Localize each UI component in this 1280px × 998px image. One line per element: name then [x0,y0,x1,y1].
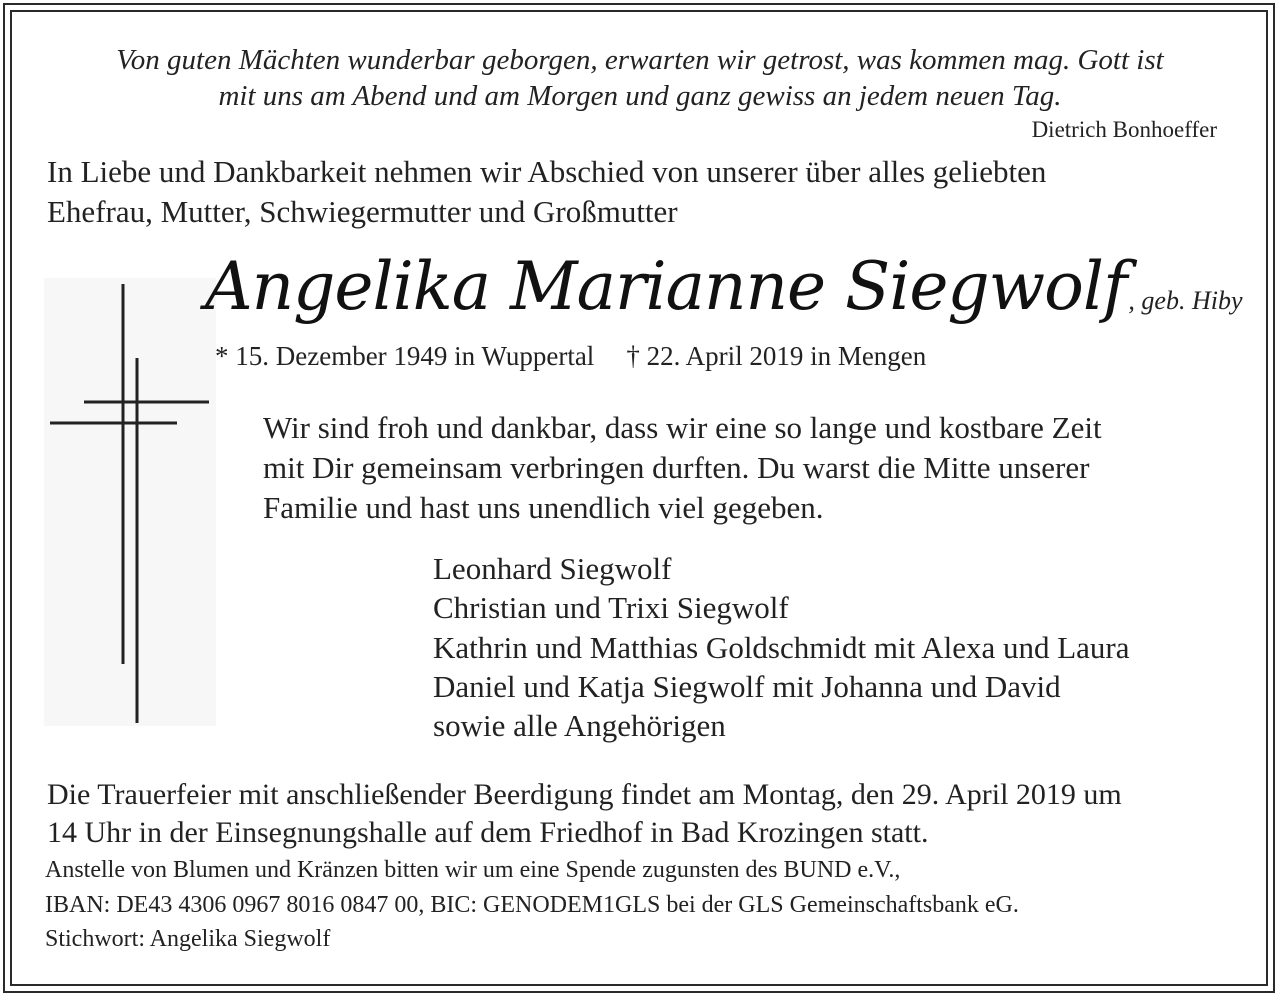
family-member: Christian und Trixi Siegwolf [433,590,789,625]
family-member: Leonhard Siegwolf [433,551,672,586]
message-line-1: Wir sind froh und dankbar, dass wir eine so lange und kostbare Zeit [263,410,1102,445]
donation-line-1: Anstelle von Blumen und Kränzen bitten wir um eine Spende zugunsten des BUND e.V., [45,857,901,883]
death-date: † 22. April 2019 in Mengen [626,341,927,371]
maiden-name: , geb. Hiby [1128,286,1243,315]
funeral-line-2: 14 Uhr in der Einsegnungshalle auf dem Friedhof in Bad Krozingen statt. [47,816,929,849]
intro-line-1: In Liebe und Dankbarkeit nehmen wir Abschied von unserer über alles geliebten [47,154,1047,189]
family-member: Kathrin und Matthias Goldschmidt mit Alexa und Laura [433,630,1130,665]
quote-line-2: mit uns am Abend und am Morgen und ganz gewiss an jedem neuen Tag. [218,80,1062,112]
donation-keyword: Stichwort: Angelika Siegwolf [45,926,331,952]
family-member: Daniel und Katja Siegwolf mit Johanna und David [433,669,1061,704]
quote-author: Dietrich Bonhoeffer [1031,117,1217,142]
family-member: sowie alle Angehörigen [433,708,726,743]
quote-line-1: Von guten Mächten wunderbar geborgen, erwarten wir getrost, was kommen mag. Gott ist [116,44,1164,76]
funeral-line-1: Die Trauerfeier mit anschließender Beerdigung findet am Montag, den 29. April 2019 um [47,778,1122,811]
birth-date: * 15. Dezember 1949 in Wuppertal [215,341,595,371]
message-line-2: mit Dir gemeinsam verbringen durften. Du warst die Mitte unserer [263,450,1090,485]
donation-bank-details: IBAN: DE43 4306 0967 8016 0847 00, BIC: GENODEM1GLS bei der GLS Gemeinschaftsbank eG. [45,892,1019,918]
intro-line-2: Ehefrau, Mutter, Schwiegermutter und Großmutter [47,194,678,229]
message-line-3: Familie und hast uns unendlich viel gegeben. [263,490,824,525]
deceased-name: Angelika Marianne Siegwolf [205,248,1127,325]
cross-panel [44,278,216,726]
cross-icon [44,278,216,726]
deceased-name-block [205,248,1243,325]
life-dates [215,341,926,372]
